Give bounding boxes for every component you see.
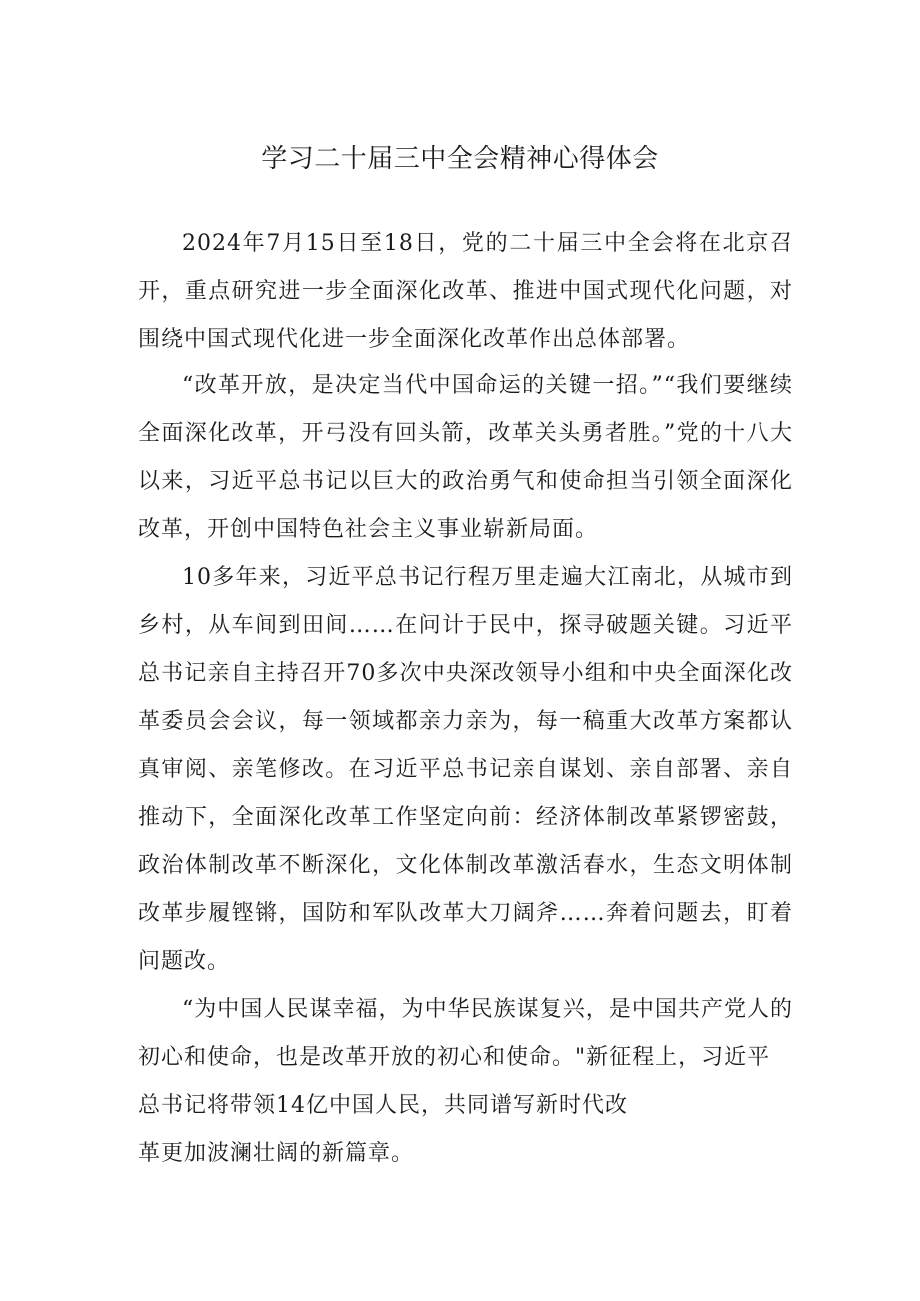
closing-line-2: 革更加波澜壮阔的新篇章。 [138,1141,415,1166]
paragraph-2: “改革开放，是决定当代中国命运的关键一招。”“我们要继续全面深化改革，开弓没有回头箭，改革关头勇者胜。”党的十八大以来，习近平总书记以巨大的政治勇气和使命担当引领全面深化改革，开创中国特色社会主义事业崭新局面。 [138,373,793,542]
paragraph-1: 2024年7月15日至18日，党的二十届三中全会将在北京召开，重点研究进一步全面深化改革、推进中国式现代化问题，对围绕中国式现代化进一步全面深化改革作出总体部署。 [138,231,793,352]
document-title: 学习二十届三中全会精神心得体会 [261,144,659,174]
paragraph-4: “为中国人民谋幸福，为中华民族谋复兴，是中国共产党人的初心和使命，也是改革开放的初心和使命。"新征程上，习近平 [138,997,793,1070]
closing-line-1: 总书记将带领14亿中国人民，共同谱写新时代改 [138,1093,628,1118]
paragraph-3: 10多年来，习近平总书记行程万里走遍大江南北，从城市到乡村，从车间到田间……在问计于民中，探寻破题关键。习近平总书记亲自主持召开70多次中央深改领导小组和中央全面深化改革委员会会议，每一领域都亲力亲为，每一稿重大改革方案都认真审阅、亲笔修改。在习近平总书记亲自谋划、亲自部署、亲自推动下，全面深化改革工作坚定向前：经济体制改革紧锣密鼓，政治体制改革不断深化，文化体制改革激活春水，生态文明体制改革步履铿锵，国防和军队改革大刀阔斧……奔着问题去，盯着问题改。 [138,565,793,974]
